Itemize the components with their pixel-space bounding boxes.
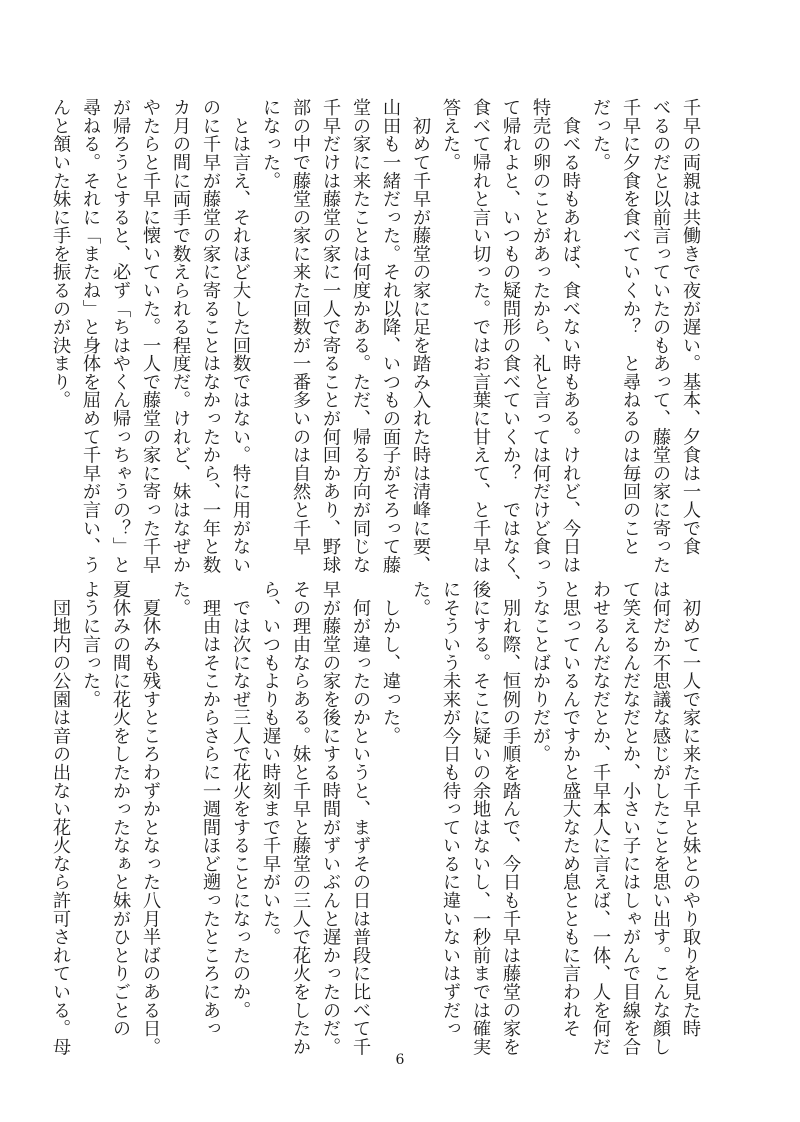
text-line: 初めて千早が藤堂の家に足を踏み入れた時は清峰に要、: [410, 98, 431, 574]
text-line: しかし、違った。: [380, 580, 401, 745]
text-line: にそういう未来が今日も待っているに違いないはずだっ: [440, 580, 461, 1038]
text-line: は何だか不思議な感じがしたことを思い出す。こんな顔し: [650, 580, 671, 1056]
text-line: べるのだと以前言っていたのもあって、藤堂の家に寄った: [650, 98, 671, 574]
text-line: 千早だけは藤堂の家に一人で寄ることが何回かあり、野球: [320, 98, 341, 574]
text-line: のに千早が藤堂の家に寄ることはなかったから、一年と数: [200, 98, 221, 574]
text-line: では次になぜ三人で花火をすることになったのか。: [230, 580, 251, 1019]
text-line: 答えた。: [440, 98, 461, 172]
text-line: んと頷いた妹に手を振るのが決まり。: [50, 98, 71, 409]
text-line: 後にする。そこに疑いの余地はないし、一秒前までは確実: [470, 580, 491, 1056]
text-line: 夏休みの間に花火をしたかったなぁと妹がひとりごとの: [110, 580, 131, 1038]
upper-text-column: [45, 98, 705, 592]
lower-text-column: [45, 580, 705, 1056]
text-line: 理由はそこからさらに一週間ほど遡ったところにあっ: [200, 580, 221, 1038]
text-line: やたらと千早に懐いていた。一人で藤堂の家に寄った千早: [140, 98, 161, 574]
text-line: 団地内の公園は音の出ない花火なら許可されている。母: [50, 580, 71, 1056]
text-line: 夏休みも残すところわずかとなった八月半ばのある日。: [140, 580, 161, 1056]
text-line: その理由ならある。妹と千早と藤堂の三人で花火をしたか: [290, 580, 311, 1056]
text-line: 堂の家に来たことは何度かある。ただ、帰る方向が同じな: [350, 98, 371, 574]
text-line: 千早の両親は共働きで夜が遅い。基本、夕食は一人で食: [680, 98, 701, 556]
text-line: 別れ際、恒例の手順を踏んで、今日も千早は藤堂の家を: [500, 580, 521, 1056]
text-line: た。: [410, 580, 431, 617]
text-line: ように言った。: [80, 580, 101, 709]
text-line: ら、いつもよりも遅い時刻まで千早がいた。: [260, 580, 281, 946]
text-line: 特売の卵のことがあったから、礼と言っては何だけど食っ: [530, 98, 551, 574]
text-line: だった。: [590, 98, 611, 172]
text-line: た。: [170, 580, 191, 617]
text-line: カ月の間に両手で数えられる程度だ。けれど、妹はなぜか: [170, 98, 191, 574]
text-line: 千早に夕食を食べていくか？ と尋ねるのは毎回のこと: [620, 98, 641, 556]
text-line: 食べて帰れと言い切った。ではお言葉に甘えて、と千早は: [470, 98, 491, 574]
text-line: 部の中で藤堂の家に来た回数が一番多いのは自然と千早: [290, 98, 311, 556]
text-line: 早が藤堂の家を後にする時間がずいぶんと遅かったのだ。: [320, 580, 341, 1056]
text-line: が帰ろうとすると、必ず「ちはやくん帰っちゃうの？」と: [110, 98, 131, 574]
text-line: わせるんだなだとか、千早本人に言えば、一体、人を何だ: [590, 580, 611, 1056]
text-line: 初めて一人で家に来た千早と妹とのやり取りを見た時: [680, 580, 701, 1038]
text-line: 山田も一緒だった。それ以降、いつもの面子がそろって藤: [380, 98, 401, 574]
text-line: 食べる時もあれば、食べない時もある。けれど、今日は: [560, 98, 581, 574]
text-line: て帰れよと、いつもの疑問形の食べていくか？ ではなく、: [500, 98, 521, 592]
text-line: て笑えるんだなだとか、小さい子にはしゃがんで目線を合: [620, 580, 641, 1056]
text-line: とは言え、それほど大した回数ではない。特に用がない: [230, 98, 251, 574]
text-line: になった。: [260, 98, 281, 190]
text-line: 尋ねる。それに「またね」と身体を屈めて千早が言い、う: [80, 98, 101, 574]
page-number: 6: [395, 1052, 405, 1068]
text-line: と思っているんですかと盛大なため息とともに言われそ: [560, 580, 581, 1038]
text-line: 何が違ったのかというと、まずその日は普段に比べて千: [350, 580, 371, 1056]
text-line: うなことばかりだが。: [530, 580, 551, 763]
